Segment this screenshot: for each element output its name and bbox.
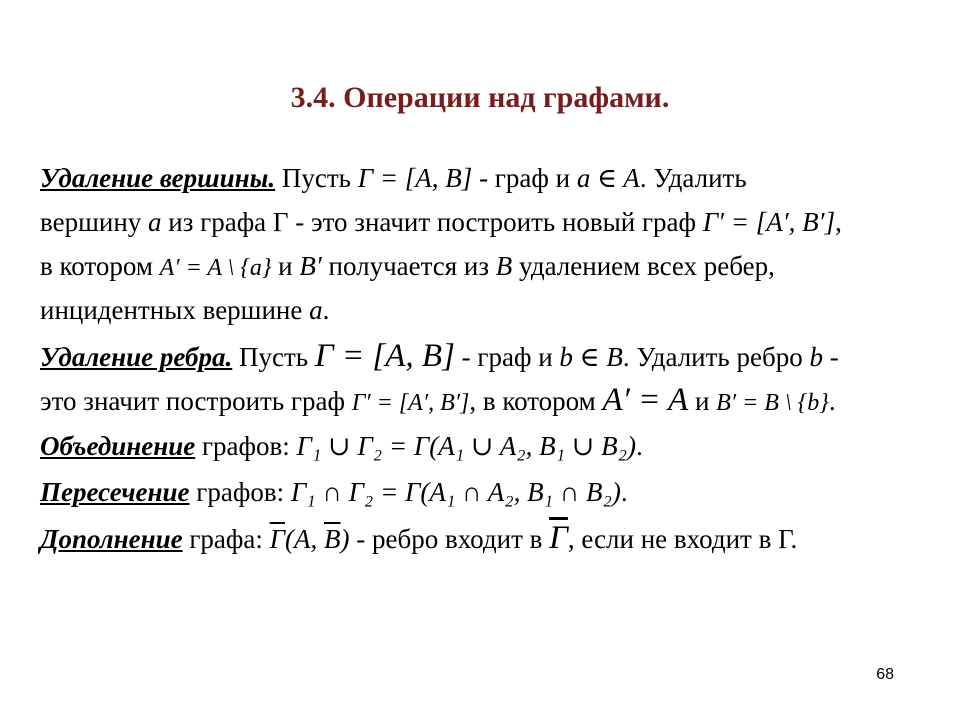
text: . [322,295,330,325]
text: графов: [196,477,285,507]
union-heading: Объединение [40,431,196,461]
intersection-line [40,474,628,510]
vertex-deletion-line-2 [40,204,842,240]
vertex-deletion-heading: Удаление вершины. [40,163,276,193]
variable: b [809,342,823,372]
text: это значит построить граф [40,386,345,416]
text: Пусть [281,163,351,193]
text: получается из [328,251,490,281]
text: и [278,251,293,281]
formula-vertex-set: A′ = A \ {a} [159,255,272,281]
text: , если не входит в Γ. [567,524,798,554]
page-title: 3.4. Операции над графами. [290,81,670,114]
vertex-deletion-line-1 [40,160,747,196]
text: . Удалить [639,163,747,193]
overlined-gamma: $\overline{\Gamma}$ [269,524,286,554]
text: - граф и [479,163,571,193]
formula-edge-set: B′ = B \ {b} [716,390,829,416]
text: Пусть [239,342,309,372]
formula-part: (A, [285,524,324,554]
overlined-b: $\overline{B}$ [324,524,341,554]
text: и [694,386,710,416]
text: - ребро входит в [356,524,543,554]
formula-part: ) [340,524,350,554]
formula-new-graph: Γ′ = [A′, B′] [351,390,470,416]
text: графов: [201,431,290,461]
formula-complement [270,524,350,554]
edge-deletion-heading: Удаление ребра. [40,342,233,372]
text: вершину [40,207,142,237]
formula-vertex-in-set: a ∈ A [576,163,640,193]
union-line [40,428,643,464]
text: - [829,342,839,372]
text: . [620,477,628,507]
text: . [635,431,643,461]
formula-intersection: Γ₁ ∩ Γ₂ = Γ(A₁ ∩ A₂, B₁ ∩ B₂) [290,477,621,507]
complement-heading: Дополнение [40,524,183,554]
formula-edge-in-set: b ∈ B [559,342,623,372]
formula-union: Γ₁ ∪ Γ₂ = Γ(A₁ ∪ A₂, B₁ ∪ B₂) [296,431,636,461]
intersection-heading: Пересечение [40,477,190,507]
formula-complement-graph: $\overline{\Gamma}$ [549,520,568,556]
vertex-deletion-line-4 [40,292,329,328]
formula-new-graph: Γ′ = [A′, B′] [702,207,836,237]
variable: a [148,207,162,237]
text: . Удалить ребро [622,342,803,372]
formula-vertex-set: A′ = A [602,382,689,418]
vertex-deletion-line-3 [40,248,775,284]
variable: B [495,251,513,281]
edge-deletion-line-1 [40,338,839,374]
text: , в котором [469,386,596,416]
text: инцидентных вершине [40,295,303,325]
text: . [828,386,836,416]
text: в котором [40,251,153,281]
formula-edge-set: B′ [299,251,322,281]
text: , [835,207,842,237]
edge-deletion-line-2 [40,382,836,418]
page-number: 68 [876,666,894,683]
text: - граф и [461,342,553,372]
text: из графа Γ - это значит построить новый граф [168,207,697,237]
complement-line [40,520,797,556]
text: удалением всех ребер, [519,251,775,281]
formula-graph: Γ = [A, B] [314,338,455,374]
text: графа: [189,524,263,554]
formula-graph: Γ = [A, B] [357,163,473,193]
variable: a [309,295,323,325]
